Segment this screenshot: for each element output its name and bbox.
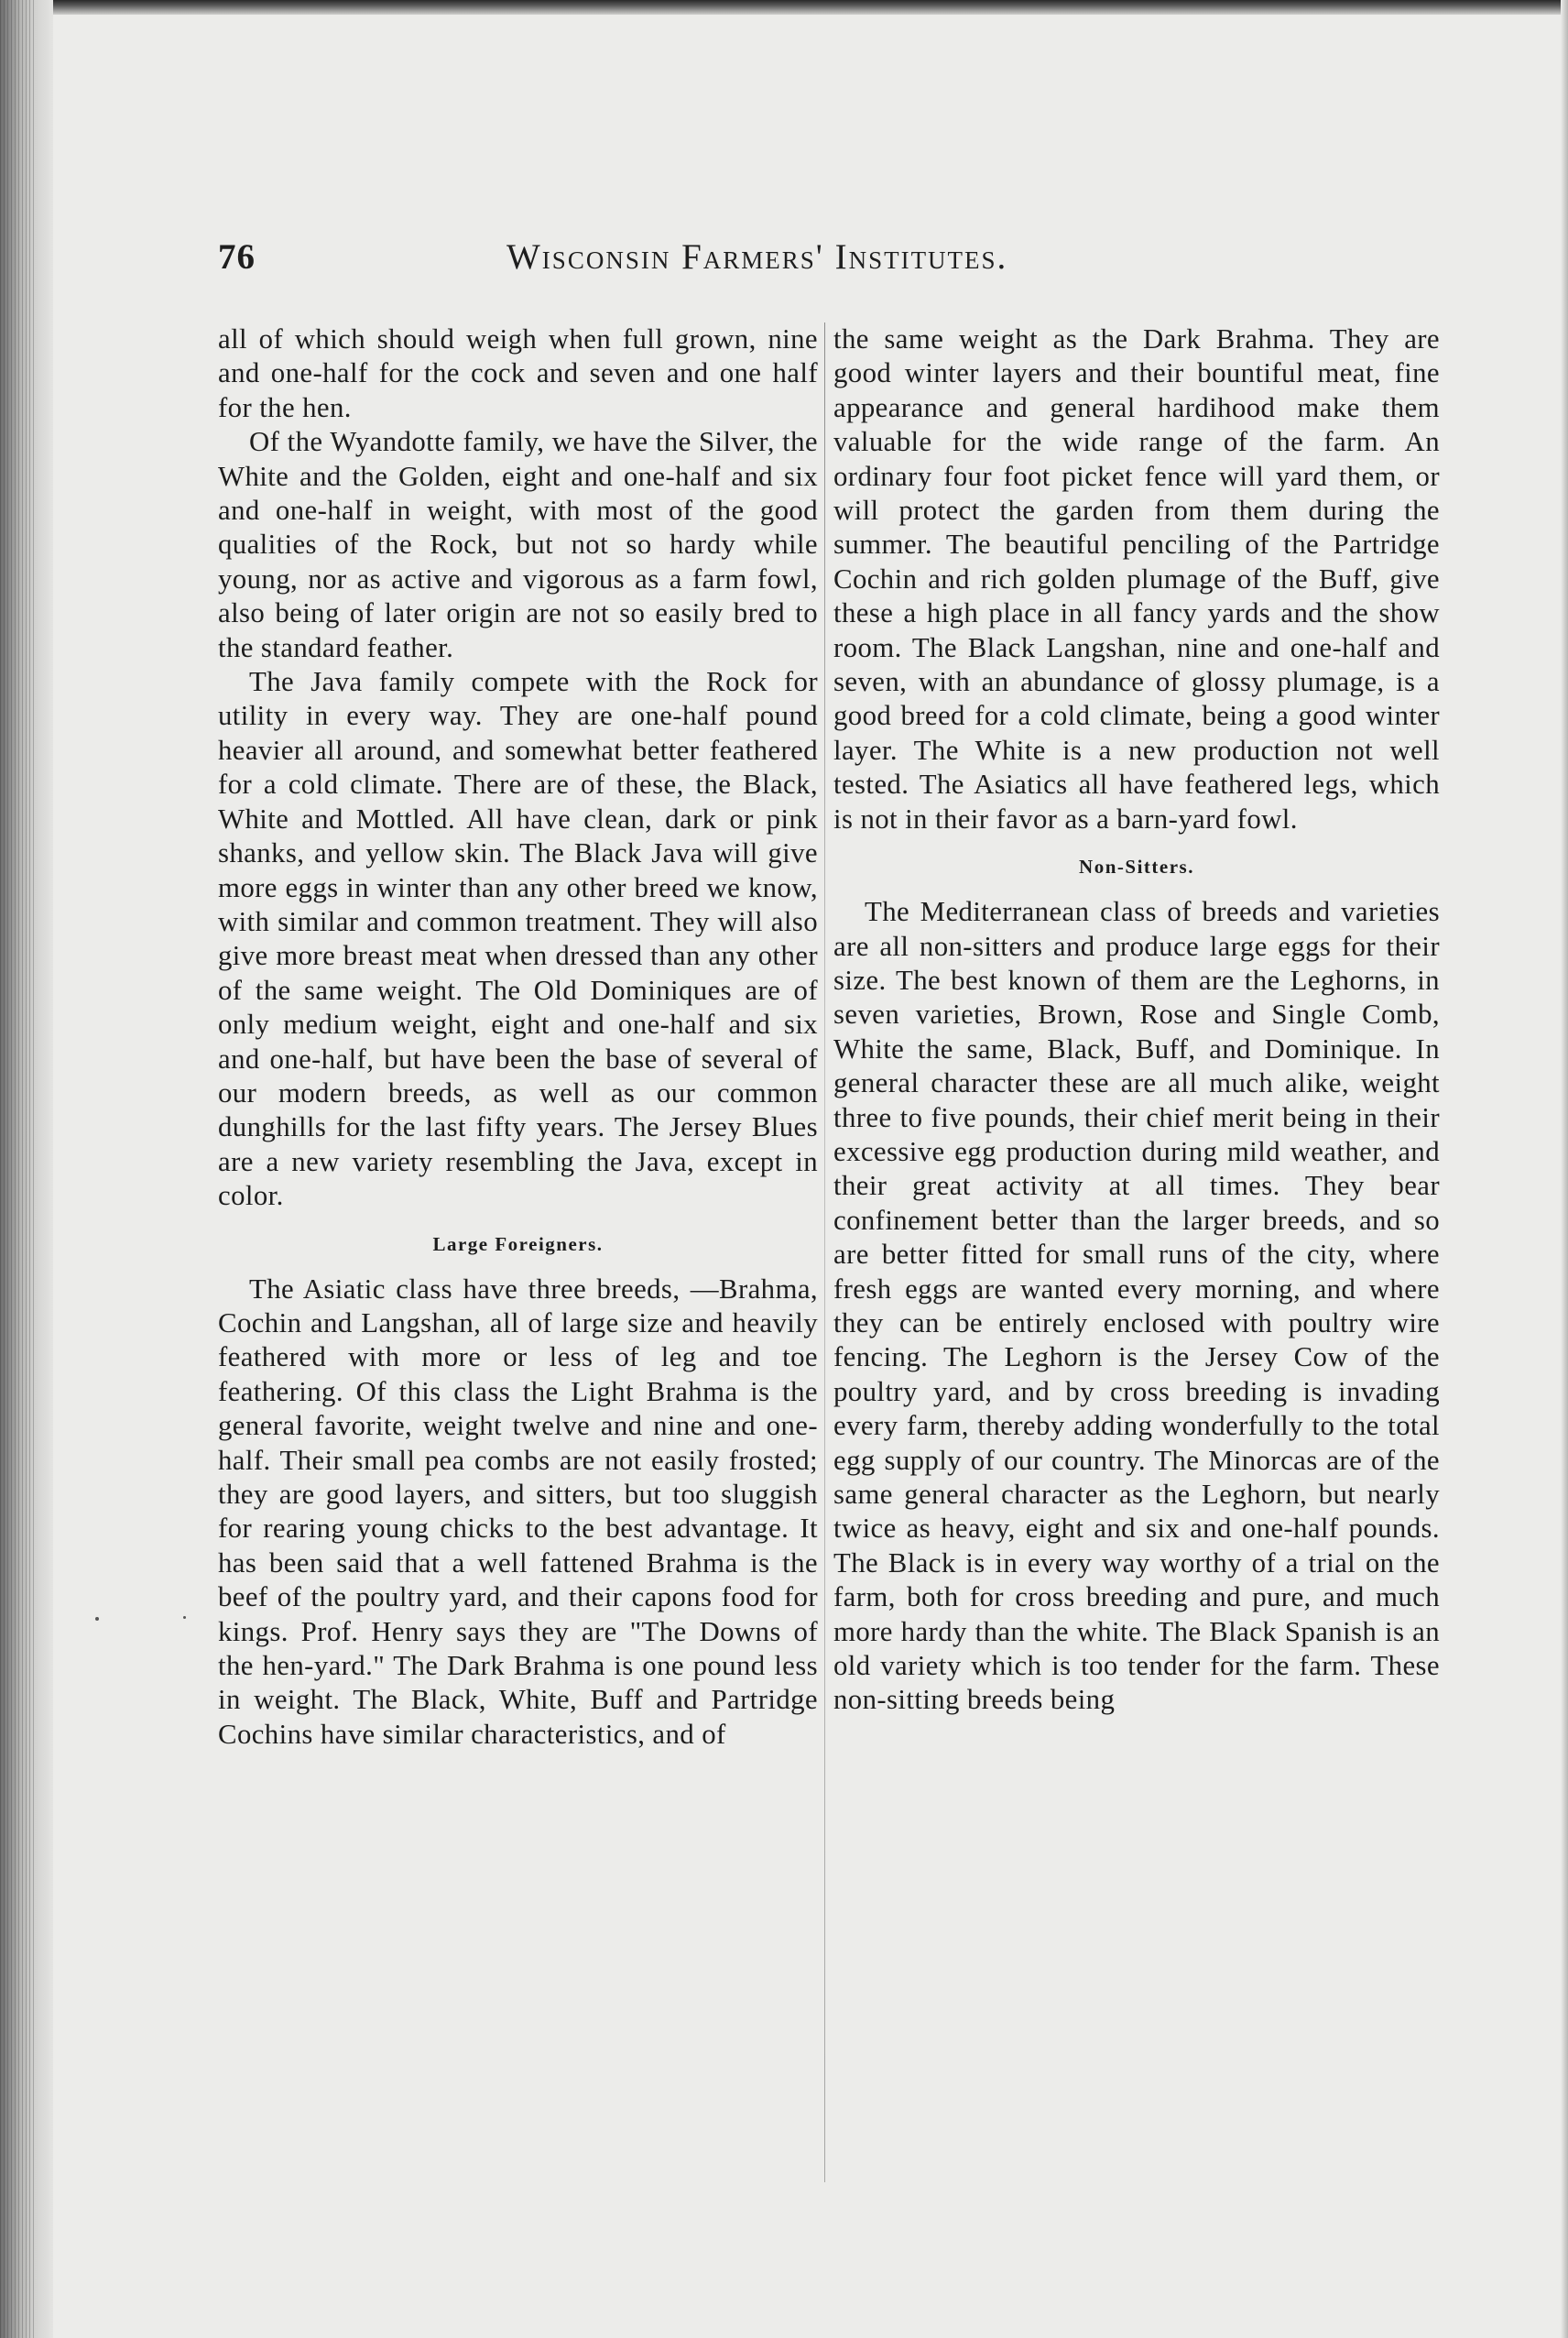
paragraph: The Mediterranean class of breeds and varieties are all non-sitters and produce large eggs for their size. The best known of them are the Leghorns, in seven varieties, Brown, Rose and Single Comb, White the same, Black, Buff, and Dominique. In general character these are all much alike, weight three to five pounds, their chief merit being in their excessive egg production during mild weather, and their great activity at all times. They bear confinement better than the larger breeds, and so are better fitted for small runs of the city, where fresh eggs are wanted every morning, and where they can be entirely enclosed with poultry wire fencing. The Leghorn is the Jersey Cow of the poultry yard, and by cross breeding is invading every farm, thereby adding wonderfully to the total egg supply of our country. The Minorcas are of the same general character as the Leghorn, but nearly twice as heavy, eight and six and one-half pounds. The Black is in every way worthy of a trial on the farm, both for cross breeding and pure, and much more hardy than the white. The Black Spanish is an old variety which is too tender for the farm. These non-sitting breeds being — [833, 896, 1440, 1716]
page-number: 76 — [218, 237, 256, 277]
running-header — [218, 236, 1161, 291]
paragraph: all of which should weigh when full grown, nine and one-half for the cock and seven and one half for the hen. — [218, 323, 818, 423]
section-heading: Non-Sitters. — [1079, 856, 1194, 879]
column-divider — [824, 322, 825, 2182]
book-binding-shadow — [0, 0, 53, 2338]
speck-mark — [95, 1617, 99, 1621]
page-right-edge — [1561, 0, 1568, 2338]
paragraph: The Java family compete with the Rock for utility in every way. They are one-half pound heavier all around, and somewhat better feathered for a cold climate. There are of these, the Black, White and Mottled. All have clean, dark or pink shanks, and yellow skin. The Black Java will give more eggs in winter than any other breed we know, with similar and common treatment. They will also give more breast meat when dressed than any other of the same weight. The Old Dominiques are of only medium weight, eight and one-half and six and one-half, but have been the base of several of our modern breeds, as well as our common dunghills for the last fifty years. The Jersey Blues are a new variety resembling the Java, except in color. — [218, 666, 818, 1212]
section-heading: Large Foreigners. — [432, 1232, 604, 1255]
binding-page-edges — [0, 0, 37, 2338]
running-title: Wisconsin Farmers' Institutes. — [506, 237, 1008, 277]
speck-mark — [183, 1616, 186, 1619]
paragraph: The Asiatic class have three breeds, —Brahma, Cochin and Langshan, all of large size and heavily feathered with more or less of leg and toe feathering. Of this class the Light Brahma is the general favorite, weight twelve and nine and one-half. Their small pea combs are not easily frosted; they are good layers, and sitters, but too sluggish for rearing young chicks to the best advantage. It has been said that a well fattened Brahma is the beef of the poultry yard, and their capons food for kings. Prof. Henry says they are "The Downs of the hen-yard." The Dark Brahma is one pound less in weight. The Black, White, Buff and Partridge Cochins have similar characteristics, and of — [218, 1273, 818, 1750]
paragraph: the same weight as the Dark Brahma. They are good winter layers and their bountiful meat, fine appearance and general hardihood make them valuable for the wide range of the farm. An ordinary four foot picket fence will yard them, or will protect the garden from them during the summer. The beautiful penciling of the Partridge Cochin and rich golden plumage of the Buff, give these a high place in all fancy yards and the show room. The Black Langshan, nine and one-half and seven, with an abundance of glossy plumage, is a good breed for a cold climate, being a good winter layer. The White is a new production not well tested. The Asiatics all have feathered legs, which is not in their favor as a barn-yard fowl. — [833, 323, 1440, 835]
right-column — [833, 322, 1440, 1718]
paragraph: Of the Wyandotte family, we have the Silver, the White and the Golden, eight and one-half and six and one-half in weight, with most of the good qualities of the Rock, but not so hardy while young, nor as active and vigorous as a farm fowl, also being of later origin are not so easily bred to the standard feather. — [218, 426, 818, 663]
page-top-edge — [0, 0, 1568, 15]
left-column — [218, 322, 818, 1752]
